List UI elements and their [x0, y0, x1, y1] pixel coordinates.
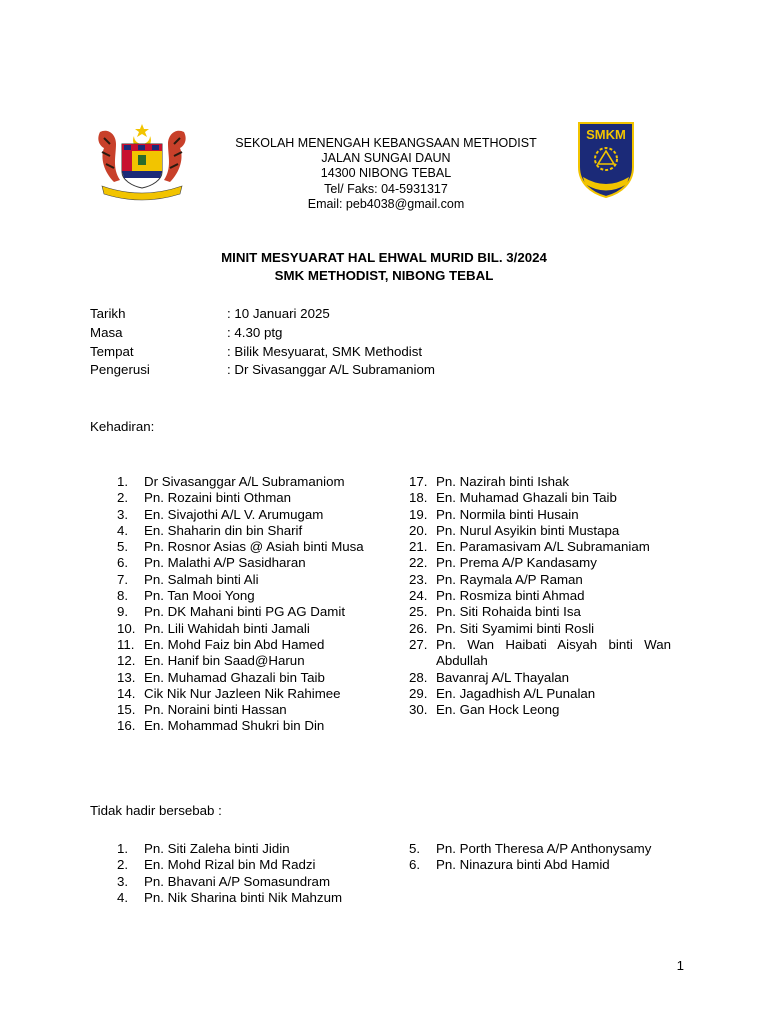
list-number: 30.: [409, 702, 428, 718]
list-item: [117, 621, 387, 637]
attendance-list-left: [117, 474, 387, 735]
list-number: 18.: [409, 490, 428, 506]
list-number: 16.: [117, 718, 136, 734]
member-name: Pn. Bhavani A/P Somasundram: [144, 873, 331, 889]
list-number: 8.: [117, 588, 129, 604]
list-item: [117, 670, 387, 686]
list-item: [409, 539, 671, 555]
list-number: 13.: [117, 669, 136, 685]
list-item: [409, 572, 671, 588]
list-item: [117, 841, 387, 857]
meta-value: : Dr Sivasanggar A/L Subramaniom: [227, 362, 435, 378]
list-item: [409, 670, 671, 686]
member-name: Cik Nik Nur Jazleen Nik Rahimee: [144, 685, 341, 701]
member-name: Pn. Rozaini binti Othman: [144, 490, 292, 506]
title-line-2: SMK METHODIST, NIBONG TEBAL: [274, 268, 494, 283]
list-number: 5.: [409, 841, 421, 856]
member-name: En. Muhamad Ghazali bin Taib: [436, 490, 617, 506]
meta-value: : Bilik Mesyuarat, SMK Methodist: [227, 343, 423, 359]
list-number: 26.: [409, 620, 428, 636]
member-name: Pn. Malathi A/P Sasidharan: [144, 555, 306, 571]
member-name: En. Gan Hock Leong: [436, 702, 560, 718]
list-item: [117, 539, 387, 555]
member-name: Pn. Lili Wahidah binti Jamali: [144, 620, 310, 636]
list-item: [409, 637, 671, 670]
list-number: 20.: [409, 522, 428, 538]
list-item: [409, 490, 671, 506]
member-name: En. Sivajothi A/L V. Arumugam: [144, 506, 324, 522]
member-name: En. Mohd Rizal bin Md Radzi: [144, 857, 316, 873]
meta-label: Tarikh: [90, 306, 126, 321]
list-item: [117, 890, 387, 906]
list-number: 6.: [409, 857, 421, 873]
member-name: En. Hanif bin Saad@Harun: [144, 653, 305, 669]
member-name: En. Mohammad Shukri bin Din: [144, 718, 325, 734]
letterhead: [180, 136, 592, 212]
list-number: 12.: [117, 653, 136, 669]
member-name: Pn. Wan Haibati Aisyah binti Wan Abdullah: [436, 636, 671, 669]
member-name: Pn. Tan Mooi Yong: [144, 588, 255, 604]
list-number: 11.: [117, 636, 135, 652]
list-number: 4.: [117, 889, 129, 905]
list-item: [117, 874, 387, 890]
title-line-1: MINIT MESYUARAT HAL EHWAL MURID BIL. 3/2024: [221, 250, 547, 265]
member-name: Pn. DK Mahani binti PG AG Damit: [144, 604, 346, 620]
member-name: Bavanraj A/L Thayalan: [436, 669, 570, 685]
member-name: Pn. Siti Syamimi binti Rosli: [436, 620, 595, 636]
absent-list-left: [117, 841, 387, 906]
list-number: 25.: [409, 604, 428, 620]
list-number: 4.: [117, 522, 129, 538]
list-number: 2.: [117, 857, 129, 873]
list-item: [409, 621, 671, 637]
list-number: 21.: [409, 539, 428, 555]
list-item: [117, 572, 387, 588]
page-number: 1: [676, 958, 684, 973]
list-number: 6.: [117, 555, 129, 571]
list-item: [409, 523, 671, 539]
list-item: [409, 604, 671, 620]
school-name: SEKOLAH MENENGAH KEBANGSAAN METHODIST: [235, 136, 537, 150]
meta-value: : 10 Januari 2025: [227, 306, 330, 321]
list-item: [409, 702, 671, 718]
document-title: [150, 249, 618, 285]
member-name: Pn. Nik Sharina binti Nik Mahzum: [144, 889, 343, 905]
list-number: 19.: [409, 506, 428, 522]
list-item: [117, 686, 387, 702]
list-number: 24.: [409, 588, 428, 604]
list-number: 2.: [117, 490, 129, 506]
list-item: [117, 653, 387, 669]
school-email: Email: peb4038@gmail.com: [307, 196, 465, 211]
member-name: Pn. Siti Zaleha binti Jidin: [144, 841, 290, 856]
school-city: 14300 NIBONG TEBAL: [320, 166, 452, 181]
member-name: Pn. Rosmiza binti Ahmad: [436, 588, 585, 604]
meta-label: Pengerusi: [90, 362, 150, 378]
list-item: [409, 507, 671, 523]
attendance-heading: Kehadiran:: [90, 419, 155, 434]
list-number: 3.: [117, 506, 129, 522]
list-item: [409, 588, 671, 604]
list-number: 17.: [409, 474, 428, 489]
list-item: [409, 841, 679, 857]
badge-text: SMKM: [586, 127, 626, 142]
list-number: 15.: [117, 702, 136, 718]
malaysia-coat-of-arms-icon: [92, 122, 192, 202]
list-item: [117, 637, 387, 653]
list-number: 27.: [409, 636, 428, 652]
member-name: Pn. Raymala A/P Raman: [436, 571, 583, 587]
list-item: [409, 857, 679, 873]
list-number: 9.: [117, 604, 129, 620]
list-number: 28.: [409, 669, 428, 685]
attendance-list-right: [409, 474, 671, 718]
list-item: [409, 686, 671, 702]
list-item: [117, 718, 387, 734]
list-number: 23.: [409, 571, 428, 587]
list-item: [409, 474, 671, 490]
list-item: [117, 555, 387, 571]
list-item: [117, 490, 387, 506]
list-number: 22.: [409, 555, 428, 571]
list-number: 5.: [117, 539, 129, 555]
list-number: 14.: [117, 685, 136, 701]
absent-heading: Tidak hadir bersebab :: [90, 803, 222, 818]
member-name: Pn. Noraini binti Hassan: [144, 702, 287, 718]
member-name: En. Muhamad Ghazali bin Taib: [144, 669, 325, 685]
list-item: [117, 588, 387, 604]
list-number: 1.: [117, 841, 129, 856]
member-name: Pn. Prema A/P Kandasamy: [436, 555, 597, 571]
member-name: Pn. Ninazura binti Abd Hamid: [436, 857, 610, 873]
member-name: En. Mohd Faiz bin Abd Hamed: [144, 636, 325, 652]
list-item: [117, 857, 387, 873]
list-item: [117, 507, 387, 523]
member-name: Pn. Siti Rohaida binti Isa: [436, 604, 581, 620]
member-name: En. Jagadhish A/L Punalan: [436, 685, 596, 701]
list-number: 29.: [409, 685, 428, 701]
list-item: [117, 474, 387, 490]
member-name: En. Shaharin din bin Sharif: [144, 522, 303, 538]
list-item: [117, 523, 387, 539]
school-street: JALAN SUNGAI DAUN: [321, 151, 451, 166]
list-number: 7.: [117, 571, 129, 587]
member-name: Pn. Nurul Asyikin binti Mustapa: [436, 522, 620, 538]
member-name: Pn. Normila binti Husain: [436, 506, 579, 522]
list-number: 1.: [117, 474, 129, 489]
list-item: [409, 555, 671, 571]
member-name: Pn. Salmah binti Ali: [144, 571, 259, 587]
meta-label: Tempat: [90, 343, 134, 359]
member-name: Dr Sivasanggar A/L Subramaniom: [144, 474, 345, 489]
member-name: Pn. Nazirah binti Ishak: [436, 474, 570, 489]
meta-value: : 4.30 ptg: [227, 324, 283, 340]
member-name: En. Paramasivam A/L Subramaniam: [436, 539, 650, 555]
absent-list-right: [409, 841, 679, 874]
list-number: 3.: [117, 873, 129, 889]
member-name: Pn. Rosnor Asias @ Asiah binti Musa: [144, 539, 364, 555]
member-name: Pn. Porth Theresa A/P Anthonysamy: [436, 841, 652, 856]
meta-label: Masa: [90, 324, 123, 340]
school-phone: Tel/ Faks: 04-5931317: [324, 181, 448, 196]
list-number: 10.: [117, 620, 136, 636]
list-item: [117, 702, 387, 718]
list-item: [117, 604, 387, 620]
